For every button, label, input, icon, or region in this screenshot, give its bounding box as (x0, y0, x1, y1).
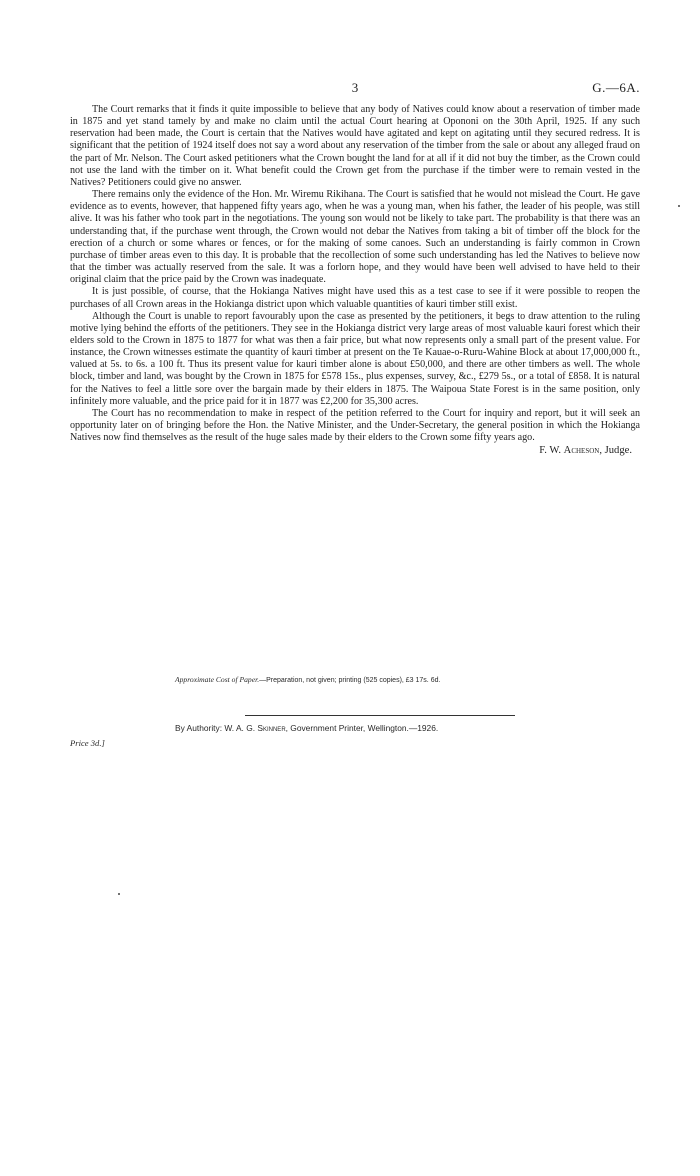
paragraph: There remains only the evidence of the Hon. Mr. Wiremu Rikihana. The Court is satisfied that he would not mislead the Court. He gave evidence as to events, however, that happened fifty years ago, when he was a young man, when his father, the leader of his people, was still alive. It was his father who took part in the negotiations. The young son would not be likely to take part. The probability is that there was an understanding that, if the purchase went through, the Crown would not debar the Natives from taking a bit of timber off the block for the erection of a church or some whares or fences, or for the making of some canoes. Such an understanding is fairly common in Crown purchase of timber areas even to this day. It is probable that the recollection of some such understanding has led the Natives to believe now that the timber was actually reserved from the sale. It was a forlorn hope, and they would have been well advised to have held to their original claim that the price paid by the Crown was inadequate. (70, 189, 640, 286)
signature-initials: F. W. (539, 445, 564, 457)
authority-suffix: , Government Printer, Wellington.—1926. (285, 723, 439, 733)
printer-name: Skinner (257, 723, 286, 733)
paragraph: The Court has no recommendation to make in respect of the petition referred to the Court for inquiry and report, but it will seek an opportunity later on of bringing before the Hon. the Native Minister, and the Under-Secretary, the general position in which the Hokianga Natives now find themselves as the result of the huge sales made by their elders to the Crown some fifty years ago. (70, 407, 640, 444)
page-header (70, 80, 640, 96)
scan-speck (118, 893, 120, 895)
cost-label: Approximate Cost of Paper. (175, 675, 260, 684)
cost-text: —Preparation, not given; printing (525 copies), £3 17s. 6d. (259, 677, 441, 684)
paragraph: Although the Court is unable to report favourably upon the case as presented by the petitioners, it begs to draw attention to the ruling motive lying behind the efforts of the petitioners. They see in the Hokianga district very large areas of most valuable kauri forest which their elders sold to the Crown in 1875 to 1877 for what was then a fair price, but what now represents only a small part of the present value. For instance, the Crown witnesses estimate the quantity of kauri timber at present on the Te Kauae-o-Ruru-Wahine Block at about 17,000,000 ft., valued at 5s. to 6s. a 100 ft. Thus its present value for kauri timber alone is about £50,000, and there are other timbers as well. The whole block, timber and land, was bought by the Crown in 1875 for £578 15s., plus expenses, survey, &c., £279 5s., or a total of £858. It is natural for the Natives to feel a little sore over the bargain made by their elders in 1875. The Waipoua State Forest is in the same position, only infinitely more valuable, and the price paid for it in 1877 was £2,200 for 35,300 acres. (70, 310, 640, 407)
cost-of-paper-note (175, 675, 440, 684)
signature-surname: Acheson (563, 445, 600, 457)
scan-speck (678, 205, 680, 207)
paragraph: It is just possible, of course, that the Hokianga Natives might have used this as a test case to see if it were possible to reopen the purchases of all Crown areas in the Hokianga district upon which valuable quantities of kauri timber still exist. (70, 286, 640, 310)
paper-reference: G.—6A. (592, 80, 640, 95)
judge-signature (70, 445, 640, 457)
report-body (70, 104, 640, 458)
price-label: Price 3d.] (70, 738, 105, 748)
authority-prefix: By Authority: W. A. G. (175, 723, 258, 733)
signature-title: , Judge. (599, 445, 632, 457)
paragraph: The Court remarks that it finds it quite impossible to believe that any body of Natives could know about a reservation of timber made in 1875 and yet stand tamely by and make no claim until the actual Court hearing at Opononi on the 30th April, 1925. If any such reservation had been made, the Court is certain that the Natives would have agitated and kept on agitating until they secured redress. It is significant that the petition of 1924 itself does not say a word about any reservation of the timber from the sale or about any alleged fraud on the part of Mr. Nelson. The Court asked petitioners what the Crown bought the land for at all if it did not buy the timber, as the Crown could not use the land with the timber on it. What benefit could the Crown get from the purchase if the timber were to remain vested in the Natives? Petitioners could give no answer. (70, 104, 640, 188)
printer-authority (175, 723, 438, 733)
page-number: 3 (351, 80, 359, 95)
footer-divider (245, 715, 515, 716)
